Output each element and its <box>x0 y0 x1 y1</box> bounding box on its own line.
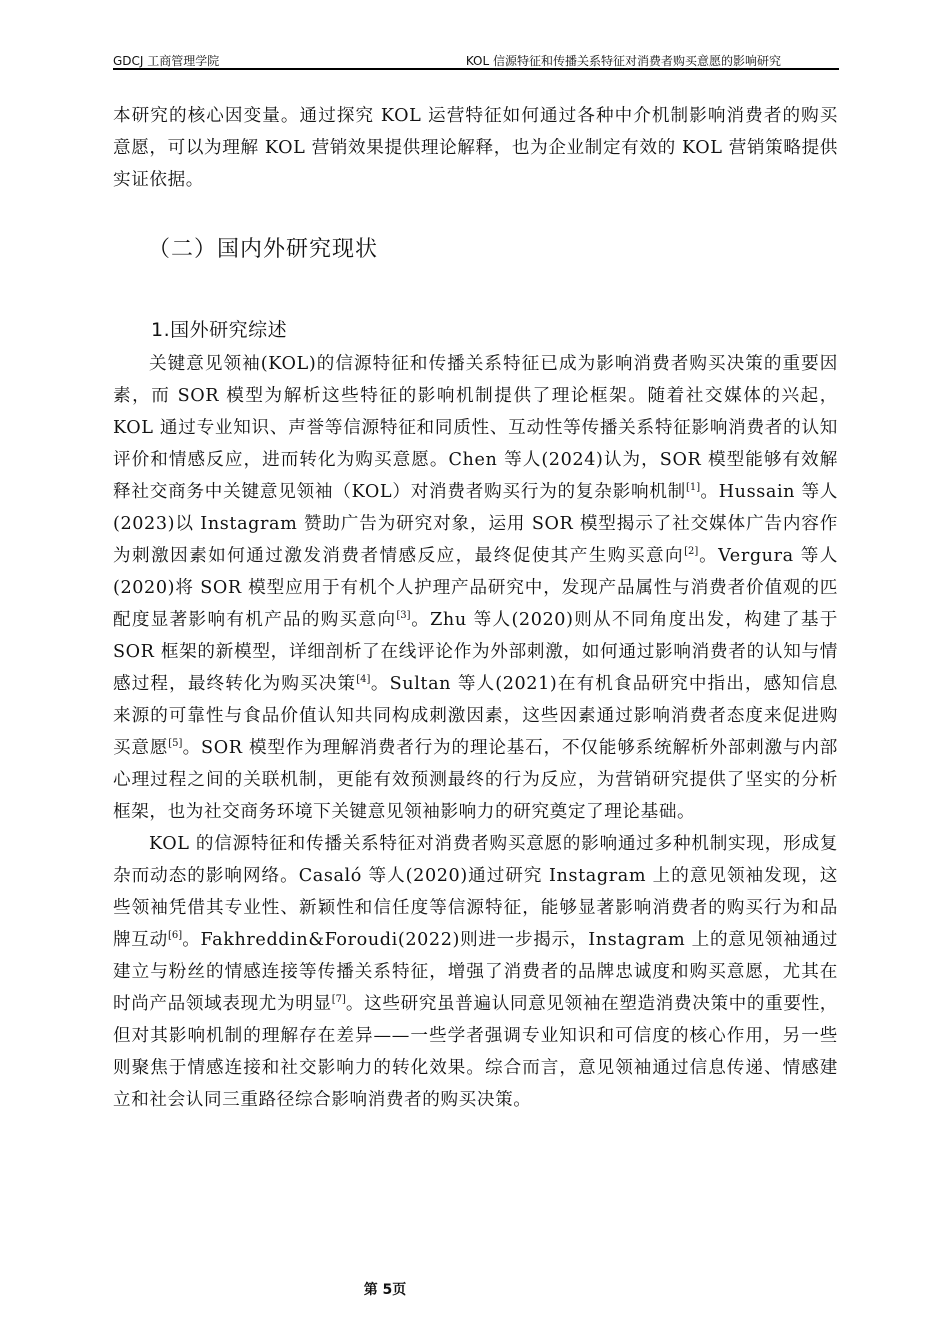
paragraph-kol-mechanisms <box>113 828 838 1116</box>
intro-paragraph-block <box>113 100 838 196</box>
citation-ref: [3] <box>396 610 411 621</box>
literature-review-body <box>113 348 838 1116</box>
text-span: 关键意见领袖(KOL)的信源特征和传播关系特征已成为影响消费者购买决策的重要因素，而 SOR 模型为解析这些特征的影响机制提供了理论框架。随着社交媒体的兴起，KOL 通过专业知识、声誉等信源特征和同质性、互动性等传播关系特征影响消费者的认知评价和情感反应，进而转化为购买意愿。Chen 等人(2024)认为，SOR 模型能够有效解释社交商务中关键意见领袖（KOL）对消费者购买行为的复杂影响机制 <box>113 354 838 502</box>
page-number: 第 5页 <box>363 1282 407 1298</box>
text-span: 。Vergura 等人(2020)将 SOR 模型应用于有机个人护理产品研究中，发现产品属性与消费者价值观的匹配度显著影响有机产品的购买意向 <box>113 546 838 630</box>
text-span: KOL 的信源特征和传播关系特征对消费者购买意愿的影响通过多种机制实现，形成复杂而动态的影响网络。Casaló 等人(2020)通过研究 Instagram 上的意见领袖发现，这些领袖凭借其专业性、新颖性和信任度等信源特征，能够显著影响消费者的购买行为和品牌互动 <box>113 834 838 950</box>
text-span: 。Sultan 等人(2021)在有机食品研究中指出，感知信息来源的可靠性与食品价值认知共同构成刺激因素，这些因素通过影响消费者态度来促进购买意愿 <box>113 674 838 758</box>
citation-ref: [7] <box>331 994 346 1005</box>
text-span: 。SOR 模型作为理解消费者行为的理论基石，不仅能够系统解析外部刺激与内部心理过程之间的关联机制，更能有效预测最终的行为反应，为营销研究提供了坚实的分析框架，也为社交商务环境下关键意见领袖影响力的研究奠定了理论基础。 <box>113 738 838 822</box>
text-span: 。Fakhreddin&Foroudi(2022)则进一步揭示，Instagram 上的意见领袖通过建立与粉丝的情感连接等传播关系特征，增强了消费者的品牌忠诚度和购买意愿，尤其在时尚产品领域表现尤为明显 <box>113 930 838 1014</box>
subsection-heading: 1.国外研究综述 <box>151 319 288 341</box>
text-span: 。这些研究虽普遍认同意见领袖在塑造消费决策中的重要性，但对其影响机制的理解存在差异——一些学者强调专业知识和可信度的核心作用，另一些则聚焦于情感连接和社交影响力的转化效果。综合而言，意见领袖通过信息传递、情感建立和社会认同三重路径综合影响消费者的购买决策。 <box>113 994 839 1110</box>
text-span: 。Hussain 等人(2023)以 Instagram 赞助广告为研究对象，运用 SOR 模型揭示了社交媒体广告内容作为刺激因素如何通过激发消费者情感反应，最终促使其产生购买意向 <box>113 482 838 566</box>
header-rule <box>113 68 839 70</box>
page-header <box>113 50 839 70</box>
citation-ref: [6] <box>167 930 183 941</box>
citation-ref: [2] <box>684 546 699 557</box>
header-institution: GDCJ 工商管理学院 <box>113 54 220 68</box>
citation-ref: [4] <box>356 674 371 685</box>
header-paper-title: KOL 信源特征和传播关系特征对消费者购买意愿的影响研究 <box>465 54 781 68</box>
citation-ref: [1] <box>686 482 701 493</box>
citation-ref: [5] <box>168 738 183 749</box>
intro-paragraph: 本研究的核心因变量。通过探究 KOL 运营特征如何通过各种中介机制影响消费者的购买意愿，可以为理解 KOL 营销效果提供理论解释，也为企业制定有效的 KOL 营销策略提供实证依据。 <box>113 106 838 190</box>
paragraph-sor-model <box>113 348 838 828</box>
text-span: 。Zhu 等人(2020)则从不同角度出发，构建了基于 SOR 框架的新模型，详细剖析了在线评论作为外部刺激，如何通过影响消费者的认知与情感过程，最终转化为购买决策 <box>113 610 838 694</box>
section-heading: （二）国内外研究现状 <box>148 237 379 262</box>
